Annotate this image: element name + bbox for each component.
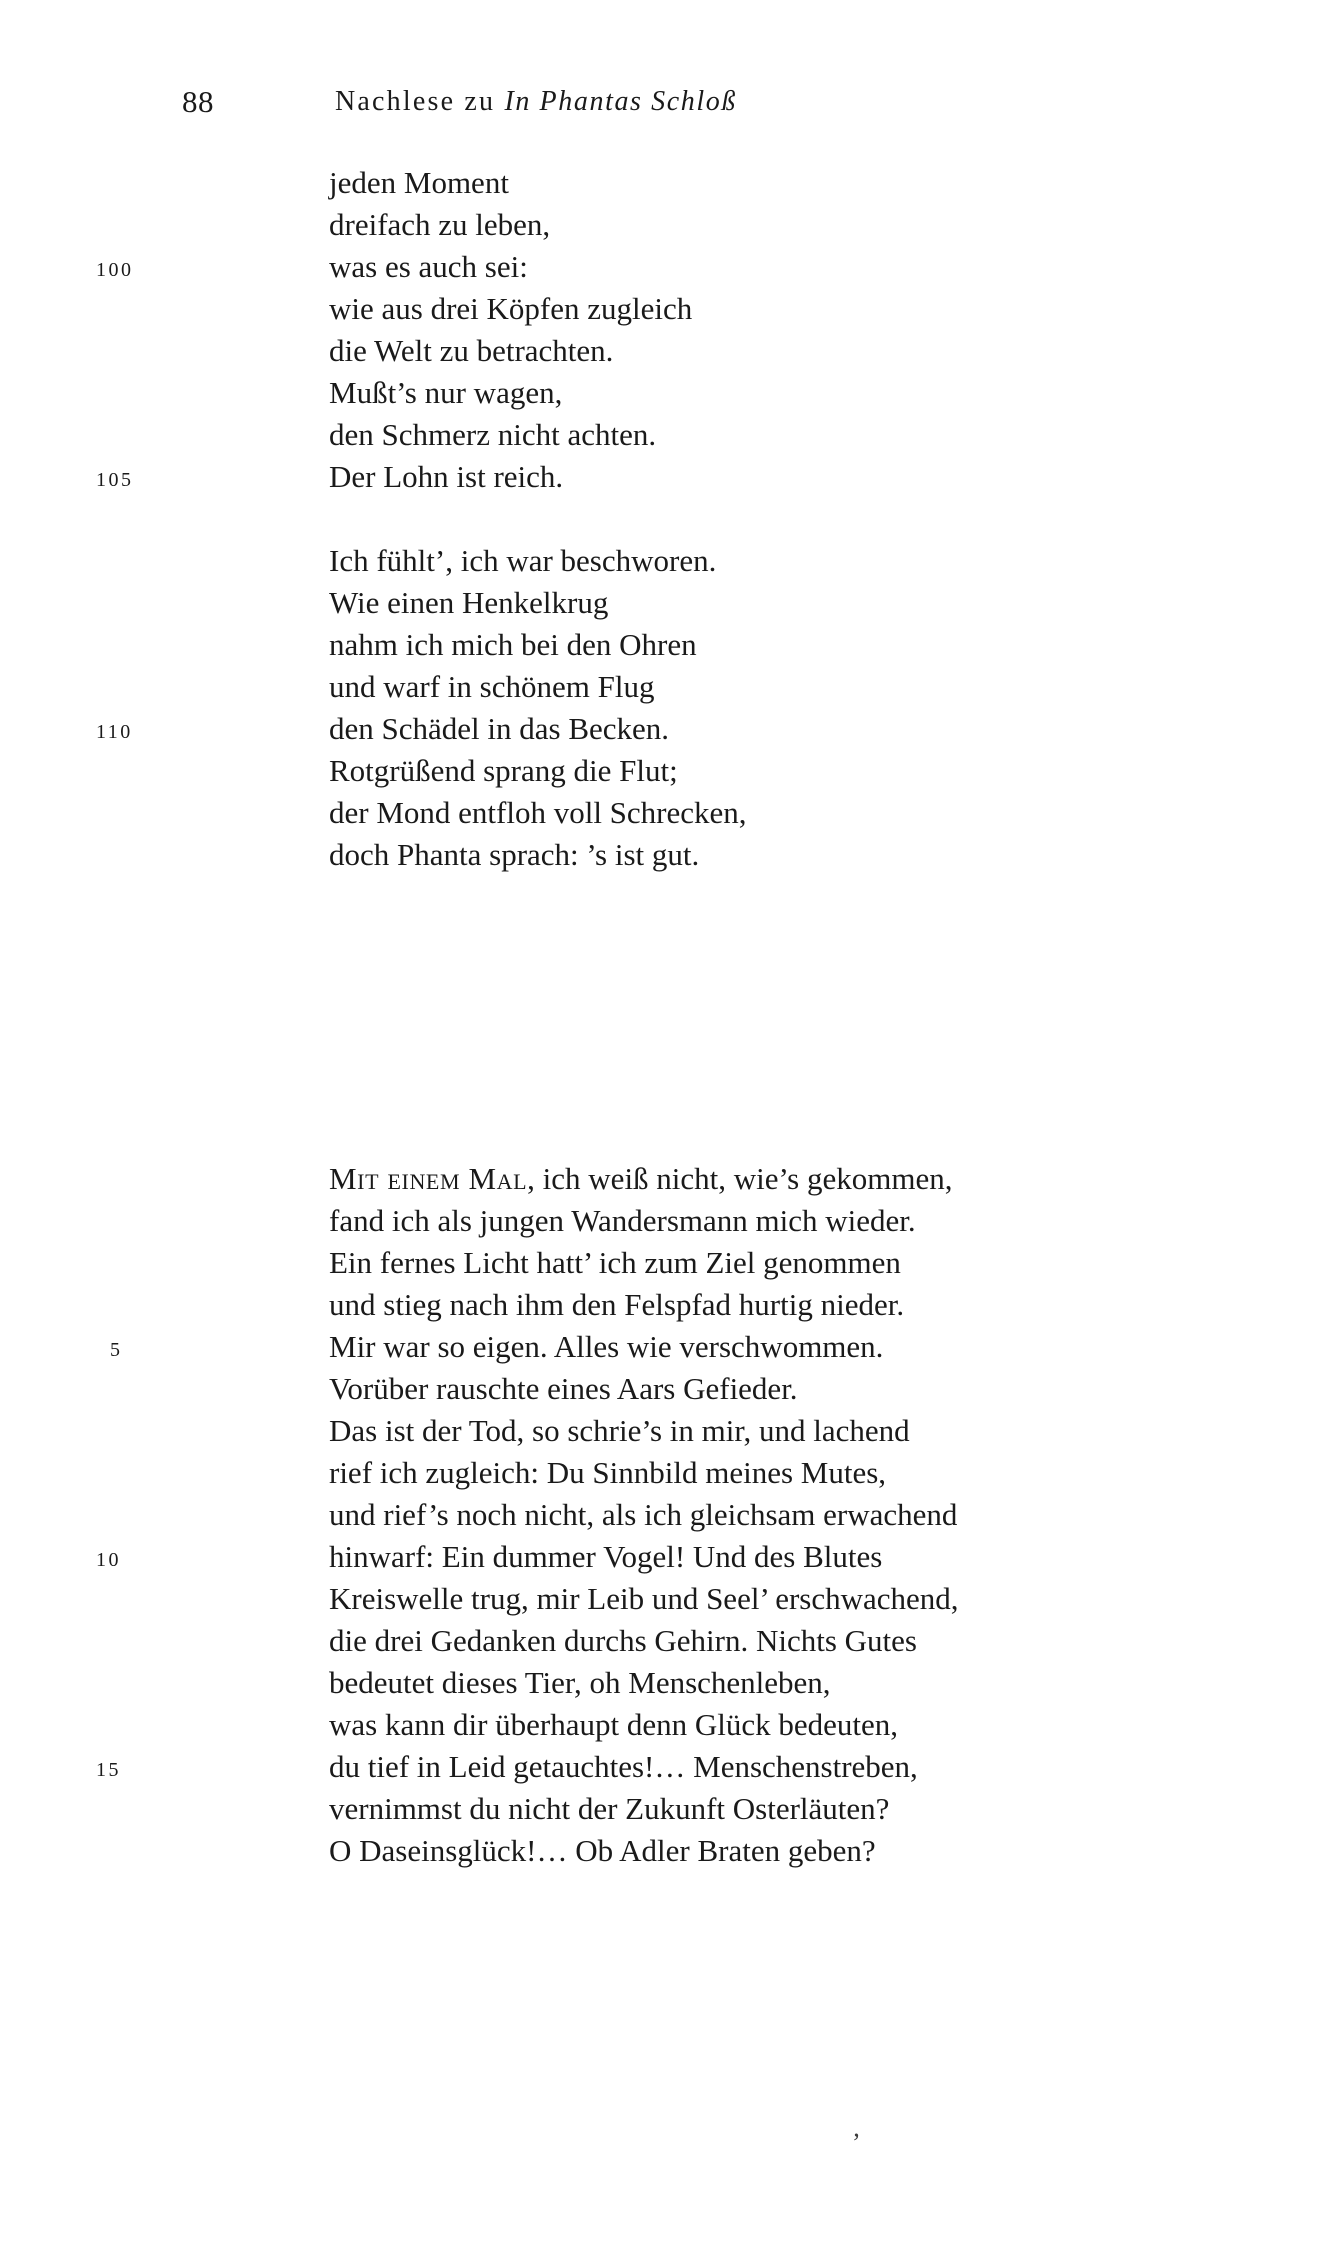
verse-text: O Daseinsglück!… Ob Adler Braten geben? [329,1833,876,1868]
verse-text: Der Lohn ist reich. [329,459,564,494]
verse-line [0,1788,1341,1830]
line-number: 100 [96,259,134,281]
verse-line [0,330,1341,372]
verse-line [0,624,1341,666]
line-number: 15 [96,1759,121,1781]
verse-text: wie aus drei Köpfen zugleich [329,291,693,326]
verse-text: und stieg nach ihm den Felspfad hurtig nieder. [329,1287,905,1322]
verse-text: was es auch sei: [329,249,528,284]
verse-line [0,204,1341,246]
page-number: 88 [182,84,214,119]
verse-text: doch Phanta sprach: ’s ist gut. [329,837,700,872]
verse-line-opening [0,1158,1341,1200]
poem-two [0,1158,1341,1872]
verse-text: hinwarf: Ein dummer Vogel! Und des Blutes [329,1539,883,1574]
verse-line [0,750,1341,792]
verse-line [0,666,1341,708]
verse-line [0,792,1341,834]
verse-line [0,372,1341,414]
verse-line [0,1242,1341,1284]
verse-text: fand ich als jungen Wandersmann mich wieder. [329,1203,916,1238]
verse-text: Ich fühlt’, ich war beschworen. [329,543,717,578]
verse-text: Vorüber rauschte eines Aars Gefieder. [329,1371,798,1406]
verse-line [0,288,1341,330]
verse-text: du tief in Leid getauchtes!… Menschenstreben, [329,1749,918,1784]
verse-text: nahm ich mich bei den Ohren [329,627,697,662]
verse-line [0,414,1341,456]
opening-rest: , ich weiß nicht, wie’s gekommen, [527,1161,953,1196]
running-head-work-title: In Phantas Schloß [504,86,737,117]
verse-text: Kreiswelle trug, mir Leib und Seel’ erschwachend, [329,1581,959,1616]
verse-line [0,582,1341,624]
verse-text: bedeutet dieses Tier, oh Menschenleben, [329,1665,831,1700]
tail-mark: ’ [852,2128,861,2157]
verse-text: Rotgrüßend sprang die Flut; [329,753,678,788]
verse-line [0,246,1341,288]
verse-text: Ein fernes Licht hatt’ ich zum Ziel genommen [329,1245,901,1280]
verse-text: rief ich zugleich: Du Sinnbild meines Mutes, [329,1455,887,1490]
verse-line [0,1284,1341,1326]
verse-text: der Mond entfloh voll Schrecken, [329,795,747,830]
verse-line [0,1410,1341,1452]
verse-text: vernimmst du nicht der Zukunft Osterläuten? [329,1791,890,1826]
verse-line [0,834,1341,876]
verse-line [0,1746,1341,1788]
verse-line [0,1326,1341,1368]
opening-smallcaps: Mit einem Mal [329,1161,528,1196]
verse-line [0,1830,1341,1872]
verse-text: was kann dir überhaupt denn Glück bedeuten, [329,1707,899,1742]
verse-line [0,540,1341,582]
verse-line [0,1620,1341,1662]
verse-line [0,708,1341,750]
verse-line [0,456,1341,498]
verse-line [0,1662,1341,1704]
verse-text: Das ist der Tod, so schrie’s in mir, und lachend [329,1413,910,1448]
verse-text: die Welt zu betrachten. [329,333,614,368]
verse-text: Wie einen Henkelkrug [329,585,609,620]
verse-text: Mir war so eigen. Alles wie verschwommen. [329,1329,884,1364]
line-number: 10 [96,1549,121,1571]
running-head-prefix: Nachlese zu [335,86,505,117]
verse-text: und rief’s noch nicht, als ich gleichsam erwachend [329,1497,958,1532]
line-number: 110 [96,721,133,743]
verse-line [0,1536,1341,1578]
poem-one [0,162,1341,876]
running-head [0,84,1341,128]
verse-line [0,1704,1341,1746]
line-number: 5 [110,1339,123,1361]
verse-line [0,1578,1341,1620]
verse-text: dreifach zu leben, [329,207,551,242]
verse-line [0,1452,1341,1494]
verse-text: den Schmerz nicht achten. [329,417,657,452]
verse-text: Mußt’s nur wagen, [329,375,563,410]
verse-text: jeden Moment [329,165,509,200]
running-head-title [335,86,737,118]
verse-line [0,1200,1341,1242]
verse-text: den Schädel in das Becken. [329,711,670,746]
verse-line [0,1368,1341,1410]
verse-line [0,162,1341,204]
stanza-gap [0,498,1341,540]
verse-text: die drei Gedanken durchs Gehirn. Nichts Gutes [329,1623,917,1658]
line-number: 105 [96,469,134,491]
verse-text: und warf in schönem Flug [329,669,655,704]
verse-text [329,1158,952,1200]
verse-line [0,1494,1341,1536]
